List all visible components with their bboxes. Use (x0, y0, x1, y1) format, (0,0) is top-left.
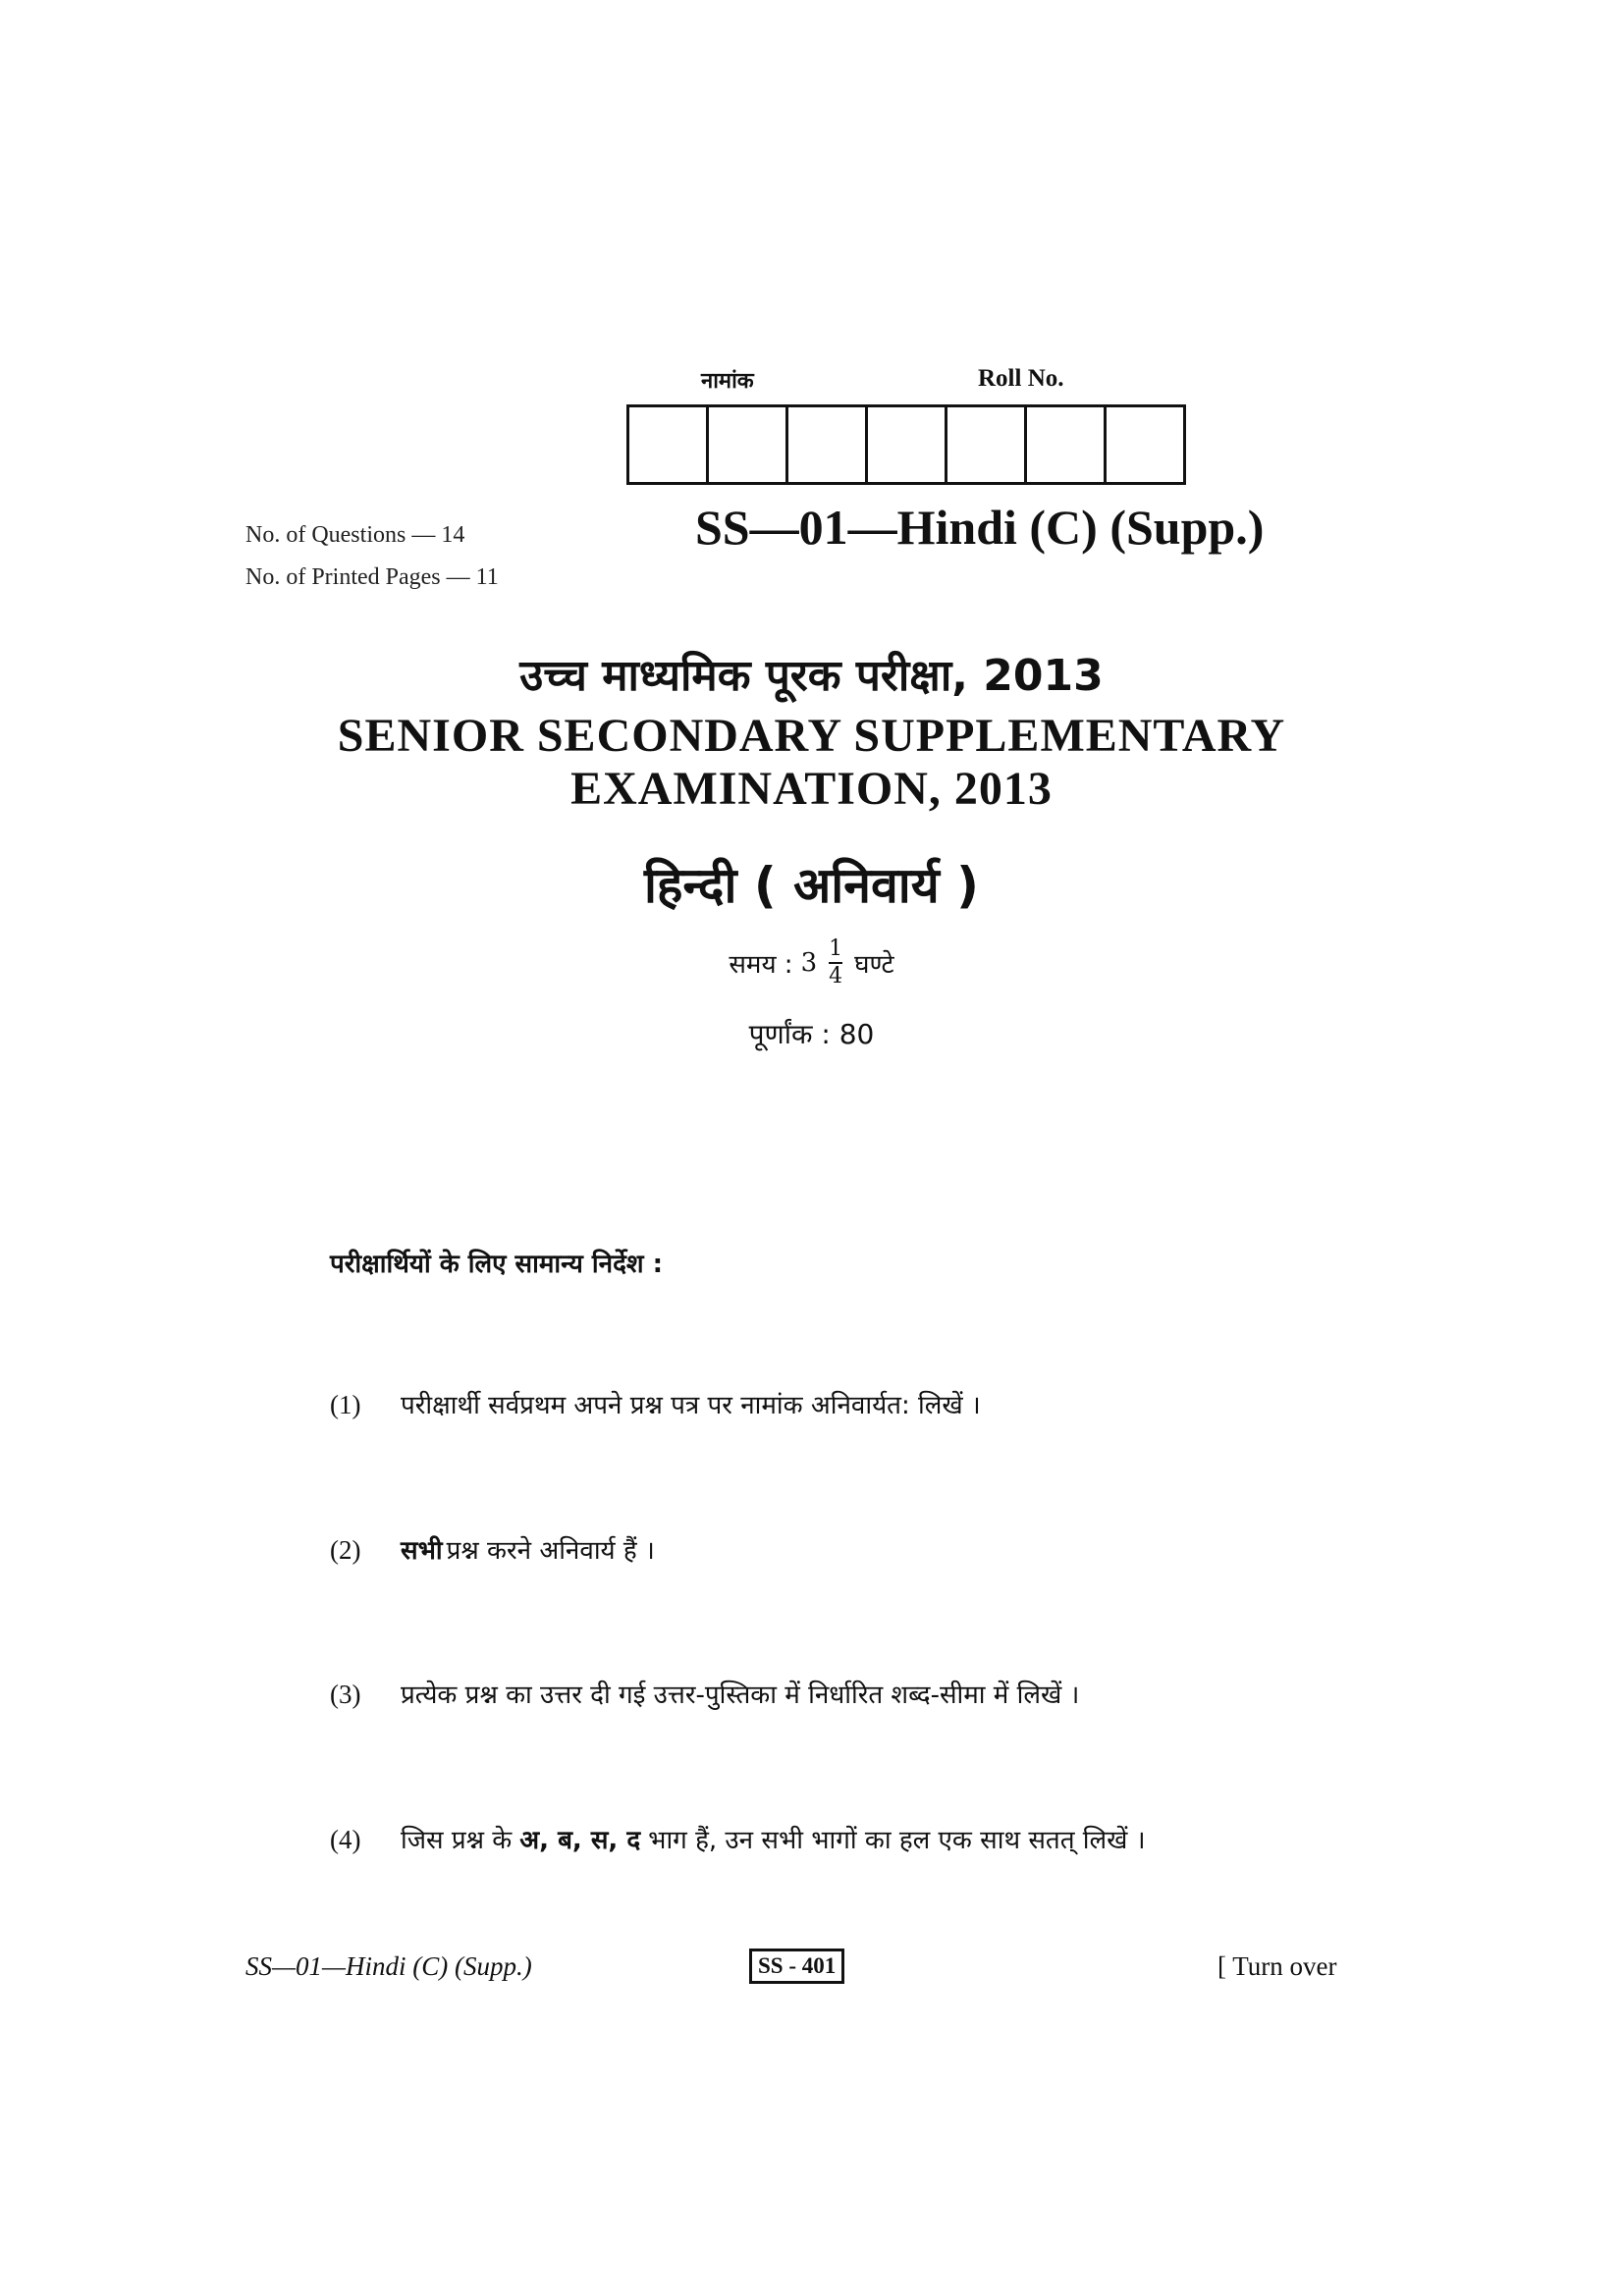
roll-number-label-english: Roll No. (978, 365, 1064, 392)
roll-number-cell-7[interactable] (1107, 407, 1183, 482)
roll-number-cell-5[interactable] (947, 407, 1027, 482)
instruction-number: (1) (330, 1390, 361, 1419)
exam-title-hindi: उच्च माध्यमिक पूरक परीक्षा, 2013 (519, 651, 1104, 701)
time-unit: घण्टे (854, 950, 894, 980)
time-allowed (0, 938, 1623, 988)
full-marks: पूर्णांक : 80 (748, 1018, 875, 1050)
instruction-text: प्रत्येक प्रश्न का उत्तर दी गई उत्तर-पुस्तिका में निर्धारित शब्द-सीमा में लिखें । (401, 1681, 1080, 1710)
roll-number-cell-4[interactable] (868, 407, 947, 482)
roll-number-cell-1[interactable] (629, 407, 709, 482)
exam-title-english-line2: EXAMINATION, 2013 (570, 763, 1053, 815)
instruction-text: परीक्षार्थी सर्वप्रथम अपने प्रश्न पत्र पर नामांक अनिवार्यत: लिखें । (401, 1391, 981, 1420)
turn-over-note: [ Turn over (1217, 1951, 1337, 1981)
instruction-item (330, 1386, 981, 1421)
roll-number-cell-3[interactable] (788, 407, 868, 482)
time-fraction (829, 938, 842, 988)
instruction-number: (3) (330, 1680, 361, 1709)
instruction-prefix: जिस प्रश्न के (401, 1826, 513, 1855)
instruction-number: (2) (330, 1535, 361, 1565)
instruction-item (330, 1821, 1146, 1856)
time-numerator: 1 (829, 936, 843, 961)
exam-title-english-line1: SENIOR SECONDARY SUPPLEMENTARY (337, 710, 1286, 762)
roll-number-label-hindi: नामांक (701, 369, 754, 394)
roll-number-cell-6[interactable] (1027, 407, 1107, 482)
instruction-number: (4) (330, 1825, 361, 1854)
number-of-printed-pages: No. of Printed Pages — 11 (245, 564, 499, 590)
instruction-text: प्रश्न करने अनिवार्य हैं । (446, 1536, 655, 1566)
roll-number-boxes (626, 404, 1186, 485)
subject-title: हिन्दी ( अनिवार्य ) (643, 857, 980, 914)
instruction-item (330, 1531, 655, 1567)
roll-number-cell-2[interactable] (709, 407, 788, 482)
instruction-item (330, 1676, 1079, 1711)
instructions-heading: परीक्षार्थियों के लिए सामान्य निर्देश : (330, 1250, 664, 1279)
time-label: समय : (729, 950, 793, 980)
instruction-emphasis: अ, ब, स, द (519, 1826, 641, 1855)
paper-code: SS—01—Hindi (C) (Supp.) (695, 500, 1265, 555)
time-denominator: 4 (829, 964, 843, 988)
time-whole: 3 (800, 948, 818, 978)
footer-code-badge: SS - 401 (749, 1949, 844, 1984)
footer-paper-code: SS—01—Hindi (C) (Supp.) (245, 1951, 532, 1981)
number-of-questions: No. of Questions — 14 (245, 522, 465, 548)
instruction-text: भाग हैं, उन सभी भागों का हल एक साथ सतत् लिखें । (648, 1826, 1146, 1855)
instruction-emphasis: सभी (401, 1536, 443, 1566)
